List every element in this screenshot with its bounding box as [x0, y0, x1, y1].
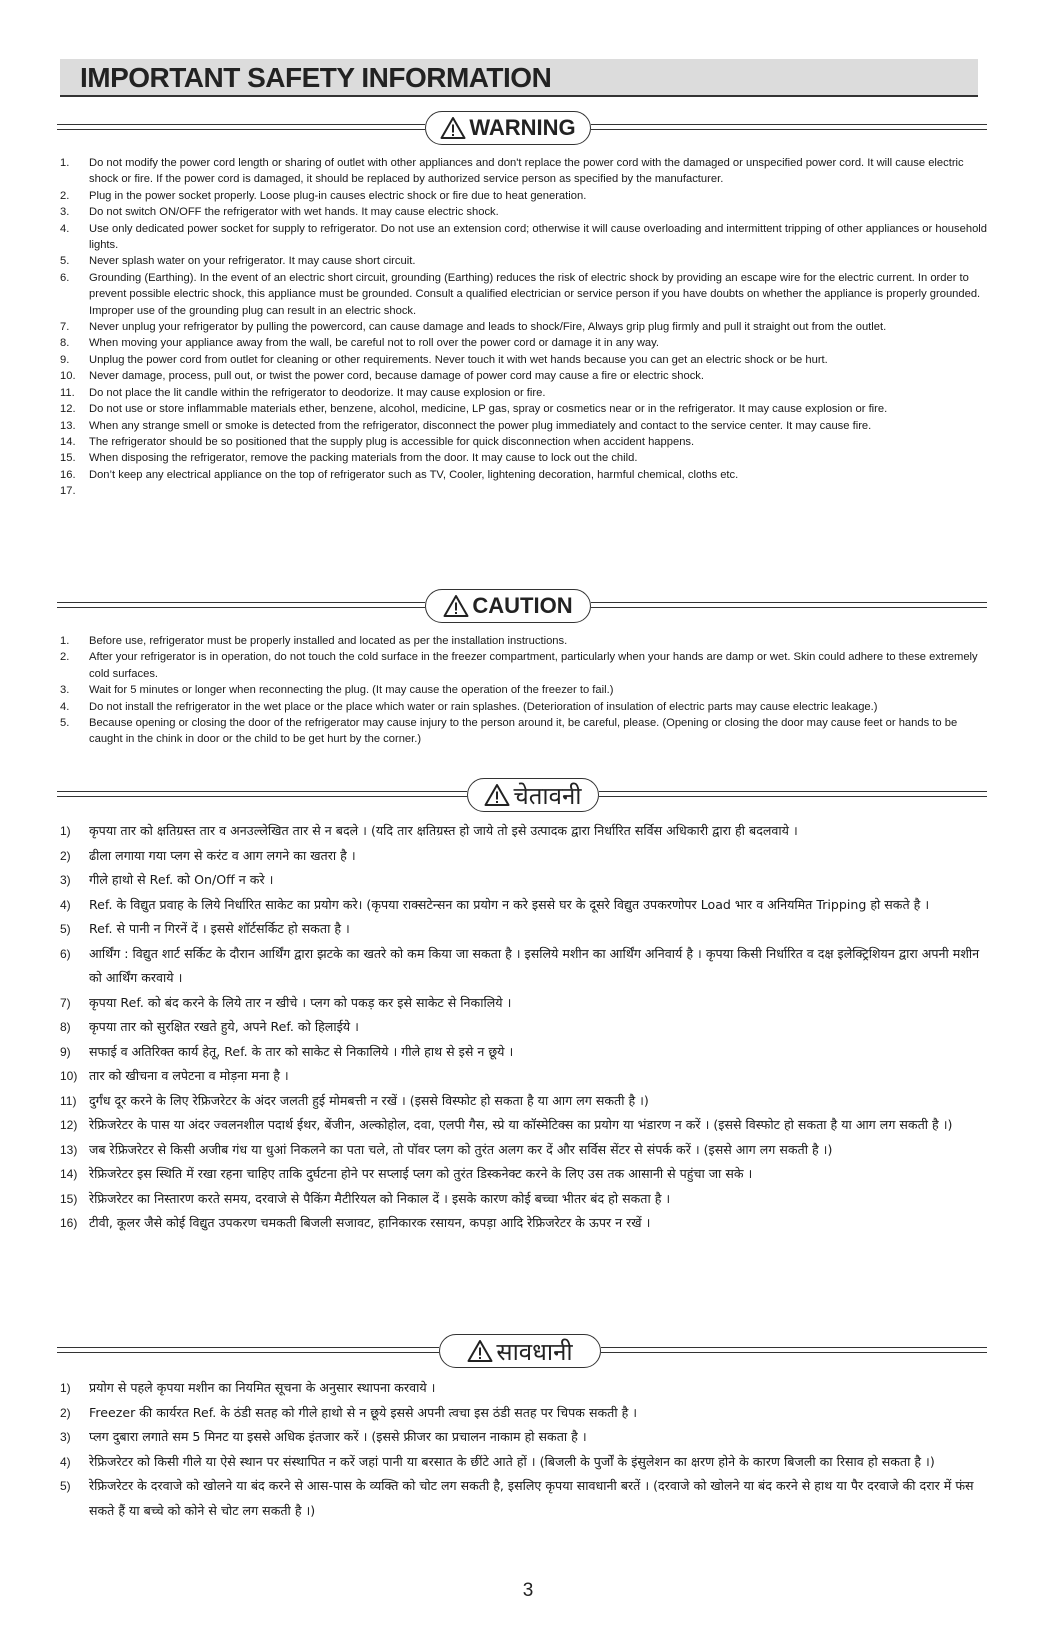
- warning-heading-pill: [425, 111, 591, 145]
- item-text: रेफ्रिजरेटर को किसी गीले या ऐसे स्थान पर संस्थापित न करें जहां पानी या बरसात के छींटे आते हों । (बिजली के पुर्जों के इंसुलेशन का क्षरण होने के कारण बिजली का रिसाव हो सकता है ।): [89, 1453, 935, 1469]
- item-text: रेफ्रिजरेटर का निस्तारण करते समय, दरवाजे से पैकिंग मैटीरियल को निकाल दें । इसके कारण कोई बच्चा भीतर बंद हो सकता है ।: [89, 1190, 671, 1206]
- item-text: Ref. के विद्युत प्रवाह के लिये निर्धारित साकेट का प्रयोग करे। (कृपया राक्सटेन्सन का प्रयोग न करे इससे घर के दूसरे विद्युत उपकरणोपर Load भार व अनियमित Tripping हो सकते है ।: [89, 896, 930, 912]
- item-number: 1.: [60, 635, 70, 647]
- item-number: 14): [60, 1167, 78, 1181]
- page-number: 3: [522, 1580, 534, 1601]
- item-number: 1.: [60, 157, 70, 169]
- item-text: Do not place the lit candle within the refrigerator to deodorize. It may cause explosion or fire.: [89, 386, 546, 399]
- item-number: 1): [60, 824, 71, 838]
- item-text: कृपया तार को क्षतिग्रस्त तार व अनउल्लेखित तार से न बदले । (यदि तार क्षतिग्रस्त हो जाये तो इसे उत्पादक द्वारा निर्धारित सर्विस अधिकारी द्वारा ही बदलवाये ।: [89, 823, 798, 838]
- caution-hindi-heading-band: [57, 1334, 987, 1370]
- warning-hindi-item: [60, 868, 990, 893]
- item-text: रेफ्रिजरेटर के पास या अंदर ज्वलनशील पदार्थ ईथर, बेंजीन, अल्कोहोल, दवा, एलपी गैस, स्प्रे या कॉस्मेटिक्स का प्रयोग या भंडारण न करें । (इससे विस्फोट हो सकता है या आग लग सकती है ।): [89, 1117, 953, 1132]
- item-text: Do not install the refrigerator in the wet place or the place which water or rain splashes. (Deterioration of insulation of electric parts may cause electric leakage.): [89, 700, 878, 713]
- item-number: 6): [60, 946, 71, 961]
- caution-heading: CAUTION: [472, 593, 573, 618]
- warning-hindi-item: [60, 1187, 990, 1212]
- item-number: 11): [60, 1093, 77, 1108]
- caution-item: [60, 699, 990, 715]
- item-number: 13.: [60, 419, 76, 432]
- caution-item: [60, 649, 990, 682]
- item-text: Do not modify the power cord length or sharing of outlet with other appliances and don't replace the power cord with the damaged or unspecified power cord. It will cause electric shock or fire. If the power cord is damaged, it should be replaced by authorized service person as specified by the manufacturer.: [89, 157, 964, 186]
- item-number: 3.: [60, 684, 70, 697]
- warning-hindi-item: [60, 991, 990, 1016]
- caution-item: [60, 682, 990, 698]
- item-text: दुर्गंध दूर करने के लिए रेफ्रिजरेटर के अंदर जलती हुई मोमबत्ती न रखें । (इससे विस्फोट हो सकता है या आग लग सकती है ।): [89, 1092, 649, 1108]
- warning-hindi-heading: चेतावनी: [513, 781, 582, 810]
- page-title: IMPORTANT SAFETY INFORMATION: [80, 62, 552, 93]
- item-number: 16): [60, 1216, 78, 1230]
- warning-hindi-item: [60, 1040, 990, 1065]
- item-number: 7): [60, 995, 71, 1010]
- heading-rule-left: [57, 602, 425, 608]
- item-number: 3.: [60, 206, 70, 219]
- warning-list-hindi: [60, 819, 990, 1236]
- caution-list-en: [60, 633, 990, 748]
- item-text: कृपया तार को सुरक्षित रखते हुये, अपने Ref. को हिलाईये ।: [89, 1019, 359, 1034]
- item-number: 17.: [60, 485, 76, 498]
- item-text: सफाई व अतिरिक्त कार्य हेतू, Ref. के तार को साकेट से निकालिये । गीले हाथ से इसे न छूये ।: [89, 1043, 514, 1059]
- warning-item: [60, 155, 990, 188]
- item-number: 4.: [60, 222, 70, 235]
- item-number: 13): [60, 1142, 78, 1157]
- warning-triangle-icon: [440, 116, 466, 140]
- warning-item: [60, 253, 990, 269]
- warning-hindi-item: [60, 1089, 990, 1114]
- caution-hindi-item: [60, 1401, 990, 1426]
- item-text: Never damage, process, pull out, or twist the power cord, because damage of power cord may cause a fire or electric shock.: [89, 370, 704, 383]
- caution-hindi-heading-pill: [439, 1334, 601, 1368]
- warning-hindi-item: [60, 1211, 990, 1236]
- warning-heading: WARNING: [469, 115, 576, 140]
- item-text: टीवी, कूलर जैसे कोई विद्युत उपकरण चमकती बिजली सजावट, हानिकारक रसायन, कपड़ा आदि रेफ्रिजरेटर के ऊपर न रखें ।: [89, 1215, 651, 1230]
- item-number: 8): [60, 1020, 71, 1034]
- item-text: ढीला लगाया गया प्लग से करंट व आग लगने का खतरा है ।: [89, 847, 356, 863]
- caution-heading-pill: [425, 589, 591, 623]
- item-number: 10.: [60, 370, 76, 383]
- item-number: 2.: [60, 651, 70, 664]
- caution-item: [60, 715, 990, 748]
- item-number: 4.: [60, 700, 70, 713]
- item-text: रेफ्रिजरेटर के दरवाजे को खोलने या बंद करने से आस-पास के व्यक्ति को चोट लग सकती है, इसलिए कृपया सावधानी बरतें । (दरवाजे को खोलने या बंद करने से हाथ या पैर दरवाजे की दरार में फंस सकते हैं या बच्चे को कोने से चोट लग सकती है ।): [89, 1478, 974, 1518]
- warning-heading-band: [57, 111, 987, 147]
- item-number: 11.: [60, 386, 75, 399]
- warning-item: [60, 319, 990, 335]
- item-number: 10): [60, 1069, 78, 1083]
- warning-item: [60, 385, 990, 401]
- warning-item: [60, 467, 990, 483]
- warning-triangle-icon: [443, 594, 469, 618]
- item-text: When moving your appliance away from the wall, be careful not to roll over the power cord or damage it in any way.: [89, 337, 660, 350]
- item-number: 5): [60, 1479, 71, 1493]
- warning-triangle-icon: [467, 1339, 493, 1363]
- item-number: 12): [60, 1118, 78, 1132]
- warning-item: [60, 483, 990, 499]
- heading-rule-right: [601, 1347, 987, 1353]
- item-text: Freezer की कार्यरत Ref. के ठंडी सतह को गीले हाथो से न छूये इससे अपनी त्वचा इस ठंडी सतह पर चिपक सकती है ।: [89, 1404, 638, 1420]
- warning-item: [60, 418, 990, 434]
- warning-item: [60, 188, 990, 204]
- caution-hindi-heading: सावधानी: [496, 1337, 573, 1366]
- item-number: 16.: [60, 468, 76, 481]
- caution-heading-band: [57, 589, 987, 625]
- warning-item: [60, 368, 990, 384]
- heading-rule-right: [591, 602, 987, 608]
- title-bar: [60, 59, 978, 97]
- heading-rule-right: [599, 791, 987, 797]
- item-number: 15): [60, 1191, 78, 1206]
- item-number: 4): [60, 1454, 71, 1469]
- item-number: 4): [60, 897, 71, 912]
- item-text: Unplug the power cord from outlet for cleaning or other requirements. Never touch it with wet hands because you can get an electric shock or be hurt.: [89, 353, 828, 366]
- item-number: 1): [60, 1381, 71, 1395]
- warning-item: [60, 401, 990, 417]
- warning-item: [60, 204, 990, 220]
- warning-item: [60, 221, 990, 254]
- warning-hindi-item: [60, 1162, 990, 1187]
- item-number: 12.: [60, 403, 76, 416]
- item-number: 3): [60, 1430, 71, 1444]
- item-number: 7.: [60, 321, 70, 334]
- item-text: Plug in the power socket properly. Loose plug-in causes electric shock or fire due to heat generation.: [89, 189, 587, 202]
- warning-hindi-item: [60, 1064, 990, 1089]
- warning-hindi-item: [60, 917, 990, 942]
- item-text: गीले हाथो से Ref. को On/Off न करे ।: [89, 872, 274, 887]
- item-text: कृपया Ref. को बंद करने के लिये तार न खीचे । प्लग को पकड़ कर इसे साकेट से निकालिये ।: [89, 994, 512, 1010]
- warning-hindi-heading-band: [57, 778, 987, 814]
- item-text: Use only dedicated power socket for supply to refrigerator. Do not use an extension cord; otherwise it will cause overloading and intermittent tripping of other appliances or household lights.: [89, 222, 987, 252]
- item-text: The refrigerator should be so positioned that the supply plug is accessible for quick disconnection when accident happens.: [89, 435, 695, 448]
- item-text: प्लग दुबारा लगाते सम 5 मिनट या इससे अधिक इंतजार करें । (इससे फ्रीजर का प्रचालन नाकाम हो सकता है ।: [89, 1429, 587, 1444]
- item-text: When disposing the refrigerator, remove the packing materials from the door. It may cause to lock out the child.: [89, 452, 638, 465]
- item-text: Grounding (Earthing). In the event of an electric short circuit, grounding (Earthing) reduces the risk of electric shock by providing an escape wire for the electric current. In order to prevent possible electric shock, this appliance must be grounded. Consult a qualified electrician or service person if you have doubts on whether the appliance is properly grounded. Improper use of the grounding plug can result in an electric shock.: [89, 271, 981, 317]
- item-number: 5): [60, 922, 71, 936]
- item-number: 2): [60, 1405, 71, 1420]
- caution-list-hindi: [60, 1376, 990, 1523]
- caution-item: [60, 633, 990, 649]
- warning-hindi-item: [60, 942, 990, 991]
- item-text: रेफ्रिजरेटर इस स्थिति में रखा रहना चाहिए ताकि दुर्घटना होने पर सप्लाई प्लग को तुरंत डिस्कनेक्ट करने के लिए उस तक आसानी से पहुंचा जा सके ।: [89, 1166, 753, 1181]
- warning-hindi-item: [60, 893, 990, 918]
- item-number: 8.: [60, 337, 70, 350]
- item-number: 2.: [60, 189, 70, 202]
- item-text: आर्थिंग : विद्युत शार्ट सर्किट के दौरान आर्थिंग द्वारा झटके का खतरे को कम किया जा सकता है । इसलिये मशीन का आर्थिंग अनिवार्य है । कृपया किसी निर्धारित व दक्ष इलेक्ट्रिशियन द्वारा अपनी मशीन को आर्थिंग करवाये ।: [89, 945, 980, 985]
- warning-hindi-item: [60, 819, 990, 844]
- warning-item: [60, 270, 990, 319]
- warning-item: [60, 434, 990, 450]
- item-text: Because opening or closing the door of the refrigerator may cause injury to the person around it, be careful, please. (Opening or closing the door may cause feet or hands to be caught in the chink in door or the child to be get hurt by the corner.): [89, 717, 958, 746]
- item-text: Do not switch ON/OFF the refrigerator with wet hands. It may cause electric shock.: [89, 206, 499, 219]
- item-text: प्रयोग से पहले कृपया मशीन का नियमित सूचना के अनुसार स्थापना करवाये ।: [89, 1380, 436, 1395]
- item-text: Before use, refrigerator must be properly installed and located as per the installation instructions.: [89, 635, 568, 647]
- item-number: 14.: [60, 435, 76, 448]
- heading-rule-right: [591, 124, 987, 130]
- heading-rule-left: [57, 124, 425, 130]
- item-number: 9): [60, 1044, 71, 1059]
- warning-hindi-item: [60, 844, 990, 869]
- item-number: 5.: [60, 717, 70, 730]
- warning-hindi-item: [60, 1015, 990, 1040]
- item-text: Never unplug your refrigerator by pulling the powercord, can cause damage and leads to shock/Fire, Always grip plug firmly and pull it straight out from the outlet.: [89, 321, 887, 334]
- heading-rule-left: [57, 791, 467, 797]
- item-number: 9.: [60, 353, 70, 366]
- warning-hindi-item: [60, 1113, 990, 1138]
- item-text: जब रेफ्रिजरेटर से किसी अजीब गंध या धुआं निकलने का पता चले, तो पॉवर प्लग को तुरंत अलग कर दें और सर्विस सेंटर से संपर्क करें । (इससे आग लग सकती है ।): [89, 1141, 833, 1157]
- caution-hindi-item: [60, 1376, 990, 1401]
- item-number: 3): [60, 873, 71, 887]
- item-number: 5.: [60, 255, 70, 268]
- warning-hindi-item: [60, 1138, 990, 1163]
- warning-hindi-heading-pill: [467, 778, 599, 812]
- item-number: 2): [60, 848, 71, 863]
- item-text: Do not use or store inflammable materials ether, benzene, alcohol, medicine, LP gas, spray or cosmetics near or in the refrigerator. It may cause explosion or fire.: [89, 403, 888, 416]
- caution-hindi-item: [60, 1450, 990, 1475]
- warning-item: [60, 450, 990, 466]
- item-text: After your refrigerator is in operation, do not touch the cold surface in the freezer compartment, particularly when your hands are damp or wet. Skin could adhere to these extremely cold surfaces.: [89, 651, 978, 680]
- caution-hindi-item: [60, 1425, 990, 1450]
- warning-list-en: [60, 155, 990, 500]
- heading-rule-left: [57, 1347, 439, 1353]
- warning-triangle-icon: [484, 783, 510, 807]
- item-number: 15.: [60, 452, 76, 465]
- item-text: Ref. से पानी न गिरनें दें । इससे शॉर्टसर्किट हो सकता है ।: [89, 921, 350, 936]
- item-text: Wait for 5 minutes or longer when reconnecting the plug. (It may cause the operation of the freezer to fail.): [89, 684, 614, 697]
- item-text: तार को खीचना व लपेटना व मोड़ना मना है ।: [89, 1068, 289, 1083]
- item-number: 6.: [60, 271, 70, 284]
- caution-hindi-item: [60, 1474, 990, 1523]
- warning-item: [60, 352, 990, 368]
- item-text: Never splash water on your refrigerator. It may cause short circuit.: [89, 255, 416, 268]
- warning-item: [60, 335, 990, 351]
- item-text: When any strange smell or smoke is detected from the refrigerator, disconnect the power plug immediately and contact to the service center. It may cause fire.: [89, 419, 872, 432]
- item-text: Don’t keep any electrical appliance on the top of refrigerator such as TV, Cooler, lightening decoration, harmful chemical, cloths etc.: [89, 468, 739, 481]
